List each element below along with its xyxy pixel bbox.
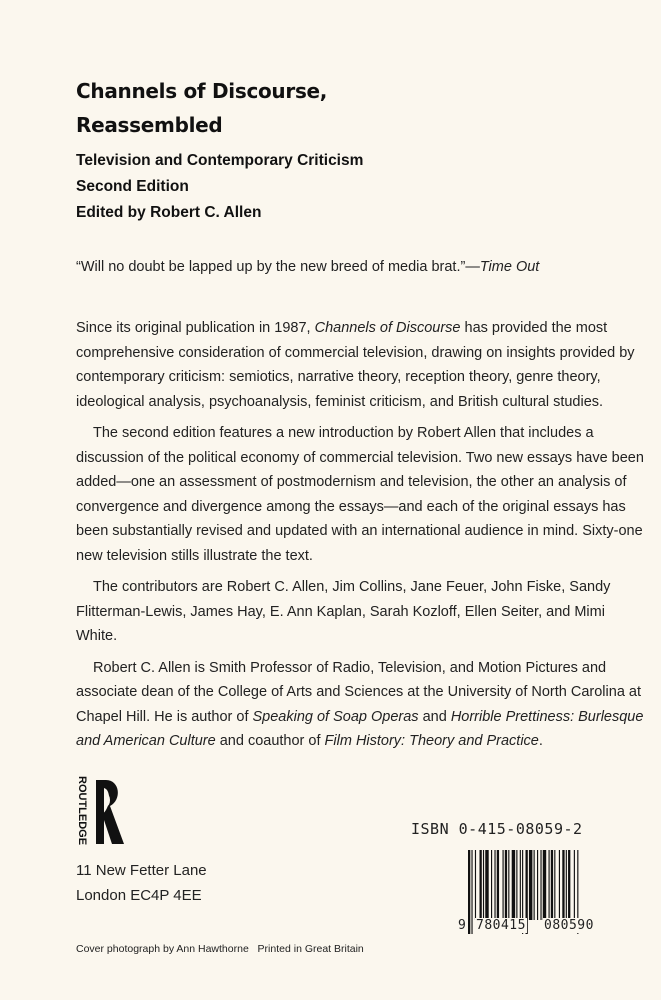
photo-credit: Cover photograph by Ann Hawthorne	[76, 943, 249, 955]
p4-text-g: .	[538, 733, 543, 749]
blurb	[76, 316, 646, 761]
address-line-1: 11 New Fetter Lane	[76, 862, 207, 879]
printed-in: Printed in Great Britain	[257, 943, 364, 955]
routledge-logo-icon	[76, 774, 128, 850]
p4-title-3: Film History: Theory and Practice	[324, 733, 539, 749]
address-line-2: London EC4P 4EE	[76, 887, 202, 904]
isbn-label: ISBN 0-415-08059-2	[411, 820, 583, 838]
barcode-left-digits: 780415	[476, 918, 526, 933]
quote-text: “Will no doubt be lapped up by the new breed of media brat.”—	[76, 259, 480, 275]
subtitle: Television and Contemporary Criticism	[76, 152, 364, 169]
p1-title: Channels of Discourse	[314, 320, 461, 336]
title-line-1: Channels of Discourse,	[76, 79, 328, 103]
paragraph-2: The second edition features a new introduction by Robert Allen that includes a discussion of the political economy of commercial television. Two new essays have been added—one an assessment of postmodernism and television, the other an analysis of convergence and divergence among the essays—and each of the original essays has been substantially revised and updated with an international audience in mind. Sixty-one new television stills illustrate the text.	[76, 425, 644, 564]
p4-text-e: and coauthor of	[215, 733, 325, 749]
publisher-name: ROUTLEDGE	[76, 776, 88, 846]
editor: Edited by Robert C. Allen	[76, 204, 262, 221]
title-line-2: Reassembled	[76, 113, 223, 137]
p4-text-a: Robert C. Allen is Smith Professor of Radio, Television, and Motion Pictures and associate dean of the College of Arts and Sciences at the University of North Carolina at Chapel Hill. He is author of	[76, 659, 642, 725]
paragraph-1	[76, 316, 646, 414]
credits	[76, 943, 364, 955]
paragraph-4	[76, 656, 646, 754]
p1-text-a: Since its original publication in 1987,	[76, 320, 315, 336]
p1-text-c: has provided the most comprehensive consideration of commercial television, drawing on insights provided by contemporary criticism: semiotics, narrative theory, reception theory, genre theory, ideological analysis, psychoanalysis, feminist criticism, and British cultural studies.	[76, 320, 635, 410]
barcode-first-digit: 9	[458, 918, 467, 933]
p4-title-1: Speaking of Soap Operas	[252, 708, 419, 725]
paragraph-3: The contributors are Robert C. Allen, Jim Collins, Jane Feuer, John Fiske, Sandy Flitterman-Lewis, James Hay, E. Ann Kaplan, Sarah Kozloff, Ellen Seiter, and Mimi White.	[76, 579, 611, 644]
quote-source: Time Out	[479, 259, 540, 275]
edition: Second Edition	[76, 178, 189, 195]
book-subtitle-block	[76, 148, 363, 226]
book-title	[76, 74, 327, 142]
barcode-right-digits: 080590	[544, 918, 594, 933]
review-quote	[76, 256, 636, 278]
p4-title-2: Horrible Prettiness: Burlesque and American Culture	[76, 708, 644, 749]
p4-text-c: and	[418, 708, 451, 725]
publisher-address	[76, 858, 207, 908]
